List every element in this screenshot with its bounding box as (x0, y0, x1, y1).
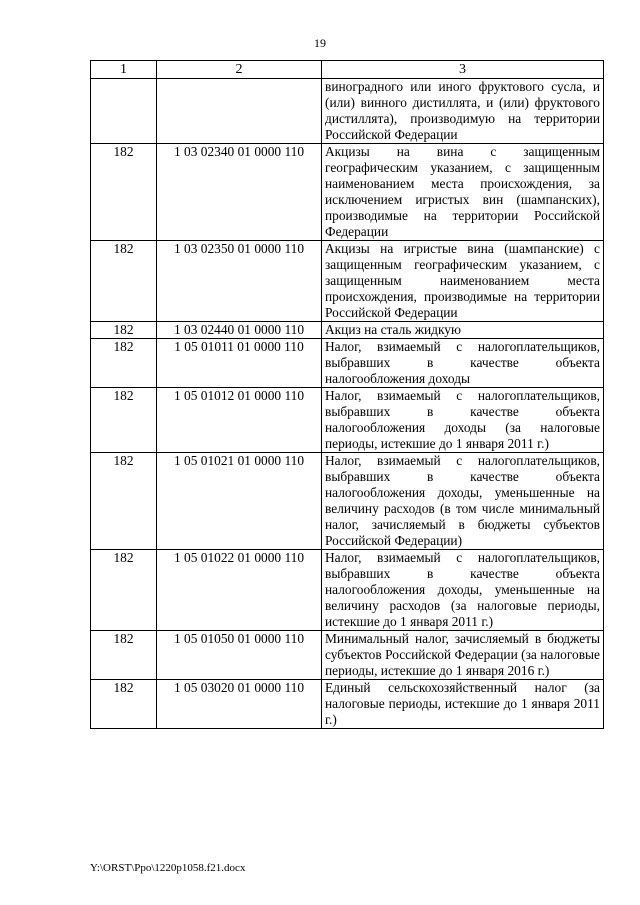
admin-code-cell: 182 (91, 241, 157, 322)
column-header-1: 1 (91, 61, 157, 79)
table-row (91, 241, 604, 322)
kbk-code-cell: 1 03 02350 01 0000 110 (157, 241, 322, 322)
page-number: 19 (314, 36, 326, 50)
kbk-code-cell: 1 05 01021 01 0000 110 (157, 453, 322, 550)
kbk-code-cell: 1 05 01022 01 0000 110 (157, 550, 322, 631)
table-row (91, 631, 604, 680)
description-cell: Налог, взимаемый с налогоплательщиков, выбравших в качестве объекта налогообложения доходы, уменьшенные на величину расходов (в том числе минимальный налог, зачисляемый в бюджеты субъектов Российской Федерации) (322, 453, 604, 550)
table-row (91, 680, 604, 729)
admin-code-cell: 182 (91, 144, 157, 241)
description-cell: Минимальный налог, зачисляемый в бюджеты субъектов Российской Федерации (за налоговые периоды, истекшие до 1 января 2016 г.) (322, 631, 604, 680)
table-row (91, 453, 604, 550)
table-row (91, 550, 604, 631)
file-path-footer: Y:\ORST\Ppo\1220p1058.f21.docx (90, 862, 246, 874)
table-row (91, 339, 604, 388)
admin-code-cell: 182 (91, 388, 157, 453)
admin-code-cell: 182 (91, 631, 157, 680)
table-row (91, 322, 604, 339)
kbk-code-cell: 1 03 02340 01 0000 110 (157, 144, 322, 241)
description-cell: Акцизы на вина с защищенным географическим указанием, с защищенным наименованием места происхождения, за исключением игристых вин (шампанских), производимые на территории Российской Федерации (322, 144, 604, 241)
admin-code-cell: 182 (91, 322, 157, 339)
column-header-2: 2 (157, 61, 322, 79)
table-row (91, 144, 604, 241)
description-cell: Налог, взимаемый с налогоплательщиков, выбравших в качестве объекта налогообложения доходы (322, 339, 604, 388)
admin-code-cell: 182 (91, 550, 157, 631)
description-cell: Акцизы на игристые вина (шампанские) с защищенным географическим указанием, с защищенным наименованием места происхождения, производимые на территории Российской Федерации (322, 241, 604, 322)
table-row (91, 388, 604, 453)
admin-code-cell: 182 (91, 453, 157, 550)
kbk-code-cell: 1 05 01050 01 0000 110 (157, 631, 322, 680)
table-row (91, 79, 604, 144)
description-cell: Налог, взимаемый с налогоплательщиков, выбравших в качестве объекта налогообложения доходы, уменьшенные на величину расходов (за налоговые периоды, истекшие до 1 января 2011 г.) (322, 550, 604, 631)
description-cell: Единый сельскохозяйственный налог (за налоговые периоды, истекшие до 1 января 2011 г.) (322, 680, 604, 729)
kbk-code-cell: 1 05 03020 01 0000 110 (157, 680, 322, 729)
admin-code-cell: 182 (91, 339, 157, 388)
admin-code-cell (91, 79, 157, 144)
income-codes-table (90, 60, 604, 729)
description-cell: виноградного или иного фруктового сусла, и (или) винного дистиллята, и (или) фруктового дистиллята), производимую на территории Российской Федерации (322, 79, 604, 144)
kbk-code-cell: 1 03 02440 01 0000 110 (157, 322, 322, 339)
admin-code-cell: 182 (91, 680, 157, 729)
column-header-3: 3 (322, 61, 604, 79)
kbk-code-cell: 1 05 01011 01 0000 110 (157, 339, 322, 388)
description-cell: Налог, взимаемый с налогоплательщиков, выбравших в качестве объекта налогообложения доходы (за налоговые периоды, истекшие до 1 января 2011 г.) (322, 388, 604, 453)
table-header-row (91, 61, 604, 79)
description-cell: Акциз на сталь жидкую (322, 322, 604, 339)
kbk-code-cell (157, 79, 322, 144)
kbk-code-cell: 1 05 01012 01 0000 110 (157, 388, 322, 453)
